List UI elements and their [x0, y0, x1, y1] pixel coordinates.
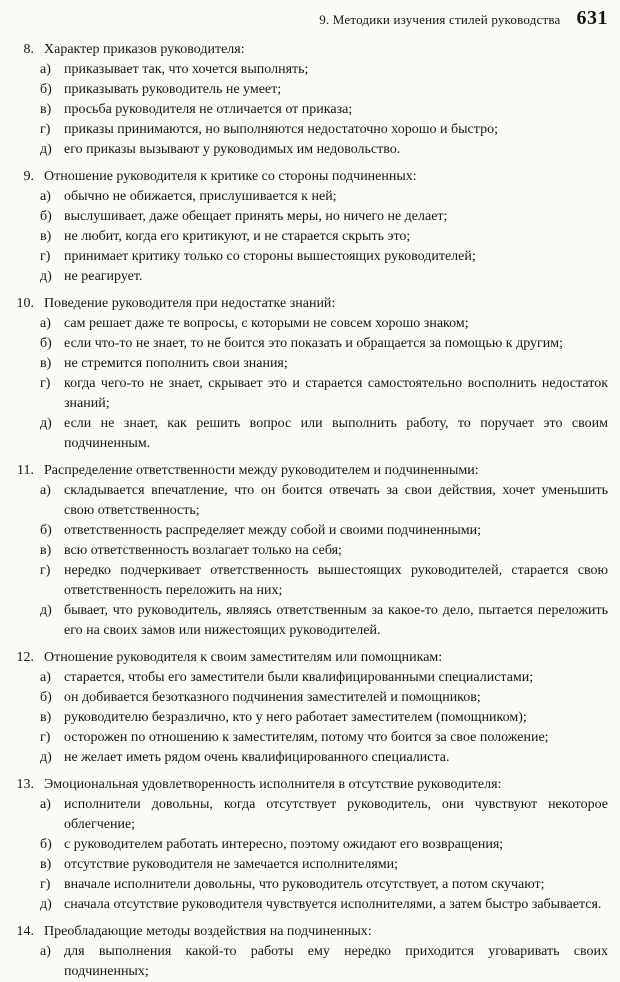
option-text: приказы принимаются, но выполняются недостаточно хорошо и быстро;: [64, 122, 498, 137]
question-block: [8, 461, 608, 641]
question-title-row: [8, 775, 608, 795]
option-letter: д): [40, 603, 52, 618]
option-row: [8, 668, 608, 688]
option-text: осторожен по отношению к заместителям, потому что боится за свое положение;: [64, 730, 549, 745]
option-row: [8, 481, 608, 521]
option-letter: г): [40, 730, 51, 745]
option-row: [8, 835, 608, 855]
option-letter: д): [40, 750, 52, 765]
question-block: [8, 775, 608, 915]
option-text: он добивается безотказного подчинения заместителей и помощников;: [64, 690, 481, 705]
option-text: когда чего-то не знает, скрывает это и старается самостоятельно восполнить недостаток знаний;: [64, 376, 608, 411]
option-row: [8, 895, 608, 915]
option-letter: б): [40, 336, 52, 351]
option-text: приказывает так, что хочется выполнять;: [64, 62, 309, 77]
option-row: [8, 521, 608, 541]
question-number: 12.: [16, 650, 34, 665]
option-row: [8, 688, 608, 708]
option-letter: б): [40, 690, 52, 705]
option-letter: д): [40, 416, 52, 431]
option-letter: в): [40, 857, 52, 872]
question-block: [8, 167, 608, 287]
option-text: если не знает, как решить вопрос или выполнить работу, то поручает это своим подчиненным.: [64, 416, 608, 451]
option-letter: б): [40, 209, 52, 224]
question-number: 13.: [16, 777, 34, 792]
option-text: нередко подчеркивает ответственность вышестоящих руководителей, старается свою ответственность переложить на них;: [64, 563, 608, 598]
option-text: не реагирует.: [64, 269, 143, 284]
option-text: вначале исполнители довольны, что руководитель отсутствует, а потом скучают;: [64, 877, 545, 892]
option-letter: д): [40, 142, 52, 157]
option-letter: г): [40, 249, 51, 264]
option-letter: в): [40, 229, 52, 244]
option-letter: г): [40, 122, 51, 137]
option-text: его приказы вызывают у руководимых им недовольство.: [64, 142, 401, 157]
option-text: не стремится пополнить свои знания;: [64, 356, 288, 371]
question-title: Распределение ответственности между руководителем и подчиненными:: [44, 463, 479, 478]
option-text: сам решает даже те вопросы, с которыми не совсем хорошо знаком;: [64, 316, 469, 331]
option-text: руководителю безразлично, кто у него работает заместителем (помощником);: [64, 710, 527, 725]
option-row: [8, 247, 608, 267]
option-row: [8, 374, 608, 414]
option-row: [8, 207, 608, 227]
question-title: Отношение руководителя к критике со стороны подчиненных:: [44, 169, 417, 184]
option-row: [8, 187, 608, 207]
option-letter: г): [40, 877, 51, 892]
option-letter: д): [40, 897, 52, 912]
option-letter: а): [40, 797, 51, 812]
option-row: [8, 942, 608, 982]
question-number: 8.: [23, 42, 34, 57]
option-letter: а): [40, 189, 51, 204]
option-letter: б): [40, 523, 52, 538]
questions-list: [8, 40, 608, 982]
option-row: [8, 561, 608, 601]
option-letter: в): [40, 356, 52, 371]
question-block: [8, 922, 608, 982]
option-letter: г): [40, 563, 51, 578]
question-title-row: [8, 167, 608, 187]
question-title-row: [8, 294, 608, 314]
question-block: [8, 294, 608, 454]
question-title: Отношение руководителя к своим заместителям или помощникам:: [44, 650, 443, 665]
option-row: [8, 100, 608, 120]
option-text: не любит, когда его критикуют, и не старается скрыть это;: [64, 229, 411, 244]
option-text: исполнители довольны, когда отсутствует руководитель, они чувствуют некоторое облегчение;: [64, 797, 608, 832]
option-text: выслушивает, даже обещает принять меры, но ничего не делает;: [64, 209, 448, 224]
running-title: 9. Методики изучения стилей руководства: [319, 12, 561, 27]
option-row: [8, 601, 608, 641]
option-row: [8, 708, 608, 728]
option-letter: а): [40, 316, 51, 331]
question-title: Характер приказов руководителя:: [44, 42, 245, 57]
question-title-row: [8, 461, 608, 481]
question-title: Поведение руководителя при недостатке знаний:: [44, 296, 336, 311]
option-text: приказывать руководитель не умеет;: [64, 82, 282, 97]
option-letter: а): [40, 62, 51, 77]
option-row: [8, 875, 608, 895]
option-row: [8, 414, 608, 454]
question-title-row: [8, 648, 608, 668]
option-text: старается, чтобы его заместители были квалифицированными специалистами;: [64, 670, 534, 685]
option-letter: г): [40, 376, 51, 391]
option-letter: в): [40, 102, 52, 117]
option-row: [8, 334, 608, 354]
option-letter: д): [40, 269, 52, 284]
option-text: с руководителем работать интересно, поэтому ожидают его возвращения;: [64, 837, 504, 852]
question-title: Преобладающие методы воздействия на подчиненных:: [44, 924, 372, 939]
option-row: [8, 795, 608, 835]
option-letter: в): [40, 710, 52, 725]
option-row: [8, 80, 608, 100]
question-number: 10.: [16, 296, 34, 311]
question-title: Эмоциональная удовлетворенность исполнителя в отсутствие руководителя:: [44, 777, 502, 792]
question-title-row: [8, 40, 608, 60]
option-row: [8, 140, 608, 160]
option-text: складывается впечатление, что он боится отвечать за свои действия, хочет уменьшить свою ответственность;: [64, 483, 608, 518]
option-text: для выполнения какой-то работы ему нередко приходится уговаривать своих подчиненных;: [64, 944, 608, 979]
option-text: принимает критику только со стороны вышестоящих руководителей;: [64, 249, 476, 264]
option-text: обычно не обижается, прислушивается к ней;: [64, 189, 337, 204]
option-row: [8, 120, 608, 140]
option-text: ответственность распределяет между собой и своими подчиненными;: [64, 523, 481, 538]
option-row: [8, 354, 608, 374]
page-header: [8, 7, 608, 30]
option-row: [8, 227, 608, 247]
option-text: не желает иметь рядом очень квалифицированного специалиста.: [64, 750, 450, 765]
question-block: [8, 40, 608, 160]
option-row: [8, 314, 608, 334]
option-row: [8, 748, 608, 768]
option-row: [8, 267, 608, 287]
option-text: всю ответственность возлагает только на себя;: [64, 543, 342, 558]
option-text: если что-то не знает, то не боится это показать и обращается за помощью к другим;: [64, 336, 564, 351]
option-letter: а): [40, 944, 51, 959]
question-block: [8, 648, 608, 768]
option-text: отсутствие руководителя не замечается исполнителями;: [64, 857, 399, 872]
question-title-row: [8, 922, 608, 942]
option-row: [8, 728, 608, 748]
option-text: просьба руководителя не отличается от приказа;: [64, 102, 353, 117]
option-text: сначала отсутствие руководителя чувствуется исполнителями, а затем быстро забывается.: [64, 897, 602, 912]
question-number: 9.: [23, 169, 34, 184]
question-number: 11.: [17, 463, 34, 478]
option-letter: б): [40, 837, 52, 852]
page-number: 631: [576, 7, 608, 29]
option-row: [8, 60, 608, 80]
option-letter: а): [40, 483, 51, 498]
question-number: 14.: [16, 924, 34, 939]
option-letter: в): [40, 543, 52, 558]
option-row: [8, 855, 608, 875]
option-letter: б): [40, 82, 52, 97]
option-row: [8, 541, 608, 561]
option-text: бывает, что руководитель, являясь ответственным за какое-то дело, пытается переложить его на своих замов или нижестоящих руководителей.: [64, 603, 608, 638]
option-letter: а): [40, 670, 51, 685]
